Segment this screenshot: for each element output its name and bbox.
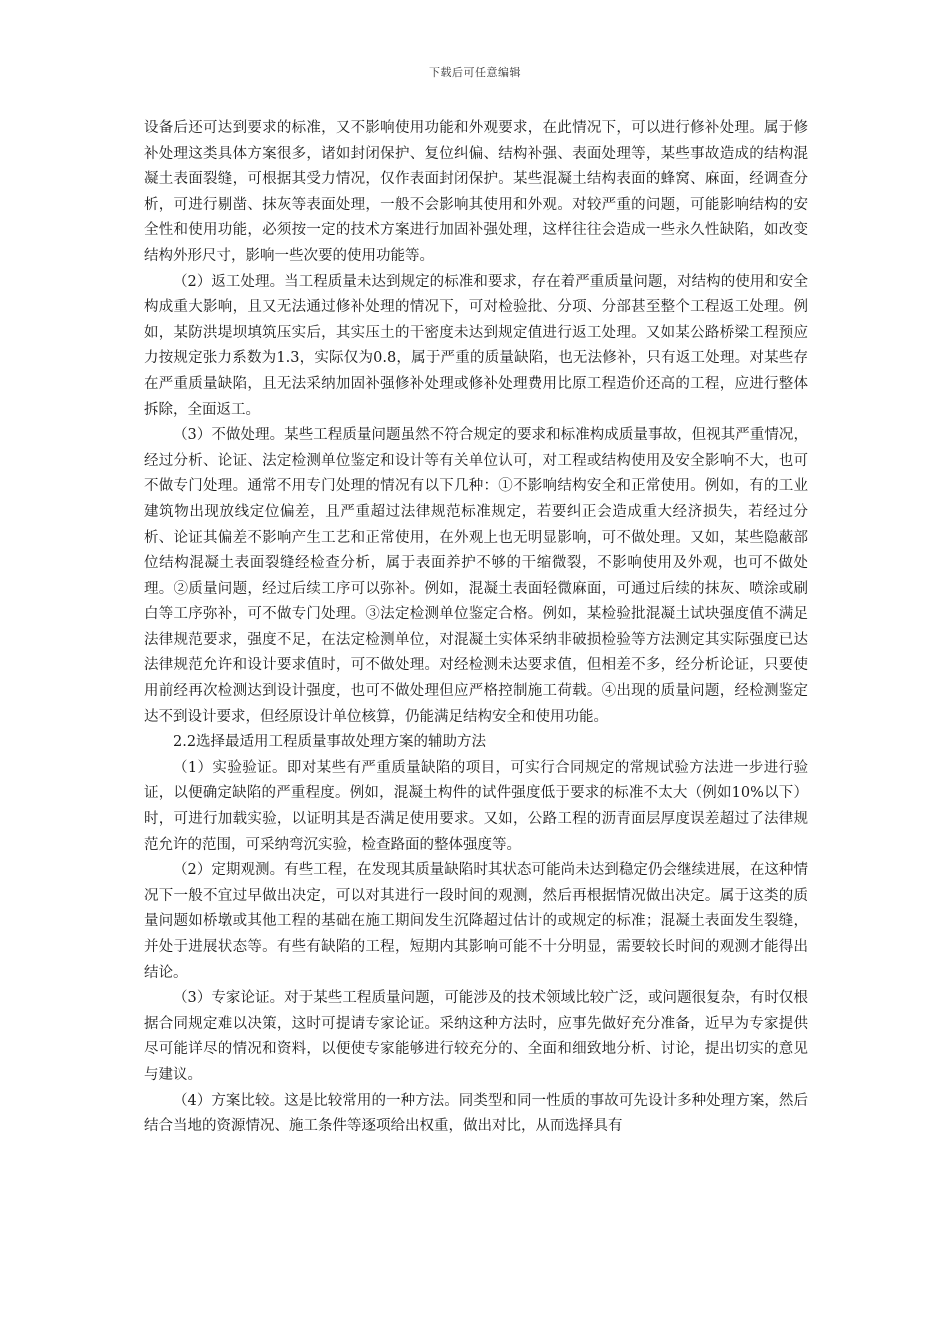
paragraph-expert-review: （3）专家论证。对于某些工程质量问题，可能涉及的技术领域比较广泛，或问题很复杂，有时仅根据合同规定难以决策，这时可提请专家论证。采纳这种方法时，应事先做好充分准备，近早为专家提供尽可能详尽的情况和资料，以便使专家能够进行较充分的、全面和细致地分析、讨论，提出切实的意见与建议。: [144, 990, 808, 1083]
document-body: [144, 116, 808, 1140]
page-header: 下载后可任意编辑: [429, 66, 521, 79]
paragraph-no-treatment: （3）不做处理。某些工程质量问题虽然不符合规定的要求和标准构成质量事故，但视其严重情况，经过分析、论证、法定检测单位鉴定和设计等有关单位认可，对工程或结构使用及安全影响不大，也可不做专门处理。通常不用专门处理的情况有以下几种：①不影响结构安全和正常使用。例如，有的工业建筑物出现放线定位偏差，且严重超过法律规范标准规定，若要纠正会造成重大经济损失，若经过分析、论证其偏差不影响产生工艺和正常使用，在外观上也无明显影响，可不做处理。又如，某些隐蔽部位结构混凝土表面裂缝经检查分析，属于表面养护不够的干缩微裂，不影响使用及外观，也可不做处理。②质量问题，经过后续工序可以弥补。例如，混凝土表面轻微麻面，可通过后续的抹灰、喷涂或刷白等工序弥补，可不做专门处理。③法定检测单位鉴定合格。例如，某检验批混凝土试块强度值不满足法律规范要求，强度不足，在法定检测单位，对混凝土实体采纳非破损检验等方法测定其实际强度已达法律规范允许和设计要求值时，可不做处理。对经检测未达要求值，但相差不多，经分析论证，只要使用前经再次检测达到设计强度，也可不做处理但应严格控制施工荷载。④出现的质量问题，经检测鉴定达不到设计要求，但经原设计单位核算，仍能满足结构安全和使用功能。: [144, 427, 808, 725]
section-heading-2-2: 2.2选择最适用工程质量事故处理方案的辅助方法: [173, 734, 487, 751]
paragraph-observation: （2）定期观测。有些工程，在发现其质量缺陷时其状态可能尚未达到稳定仍会继续进展，在这种情况下一般不宜过早做出决定，可以对其进行一段时间的观测，然后再根据情况做出决定。属于这类的质量问题如桥墩或其他工程的基础在施工期间发生沉降超过估计的或规定的标准；混凝土表面发生裂缝，并处于进展状态等。有些有缺陷的工程，短期内其影响可能不十分明显，需要较长时间的观测才能得出结论。: [144, 862, 808, 981]
paragraph-scheme-comparison: （4）方案比较。这是比较常用的一种方法。同类型和同一性质的事故可先设计多种处理方案，然后结合当地的资源情况、施工条件等逐项给出权重，做出对比，从而选择具有: [144, 1092, 808, 1135]
paragraph-rework: （2）返工处理。当工程质量未达到规定的标准和要求，存在着严重质量问题，对结构的使用和安全构成重大影响，且又无法通过修补处理的情况下，可对检验批、分项、分部甚至整个工程返工处理。例如，某防洪堤坝填筑压实后，其实压土的干密度未达到规定值进行返工处理。又如某公路桥梁工程预应力按规定张力系数为1.3，实际仅为0.8，属于严重的质量缺陷，也无法修补，只有返工处理。对某些存在严重质量缺陷，且无法采纳加固补强修补处理或修补处理费用比原工程造价还高的工程，应进行整体拆除，全面返工。: [144, 273, 808, 418]
paragraph-experiment: （1）实验验证。即对某些有严重质量缺陷的项目，可实行合同规定的常规试验方法进一步进行验证，以便确定缺陷的严重程度。例如，混凝土构件的试件强度低于要求的标准不太大（例如10%以下）时，可进行加载实验，以证明其是否满足使用要求。又如，公路工程的沥青面层厚度误差超过了法律规范允许的范围，可采纳弯沉实验，检查路面的整体强度等。: [144, 759, 808, 853]
paragraph-repair-continued: 设备后还可达到要求的标准，又不影响使用功能和外观要求，在此情况下，可以进行修补处理。属于修补处理这类具体方案很多，诸如封闭保护、复位纠偏、结构补强、表面处理等，某些事故造成的结构混凝土表面裂缝，可根据其受力情况，仅作表面封闭保护。某些混凝土结构表面的蜂窝、麻面，经调查分析，可进行剔凿、抹灰等表面处理，一般不会影响其使用和外观。对较严重的问题，可能影响结构的安全性和使用功能，必须按一定的技术方案进行加固补强处理，这样往往会造成一些永久性缺陷，如改变结构外形尺寸，影响一些次要的使用功能等。: [144, 120, 808, 264]
